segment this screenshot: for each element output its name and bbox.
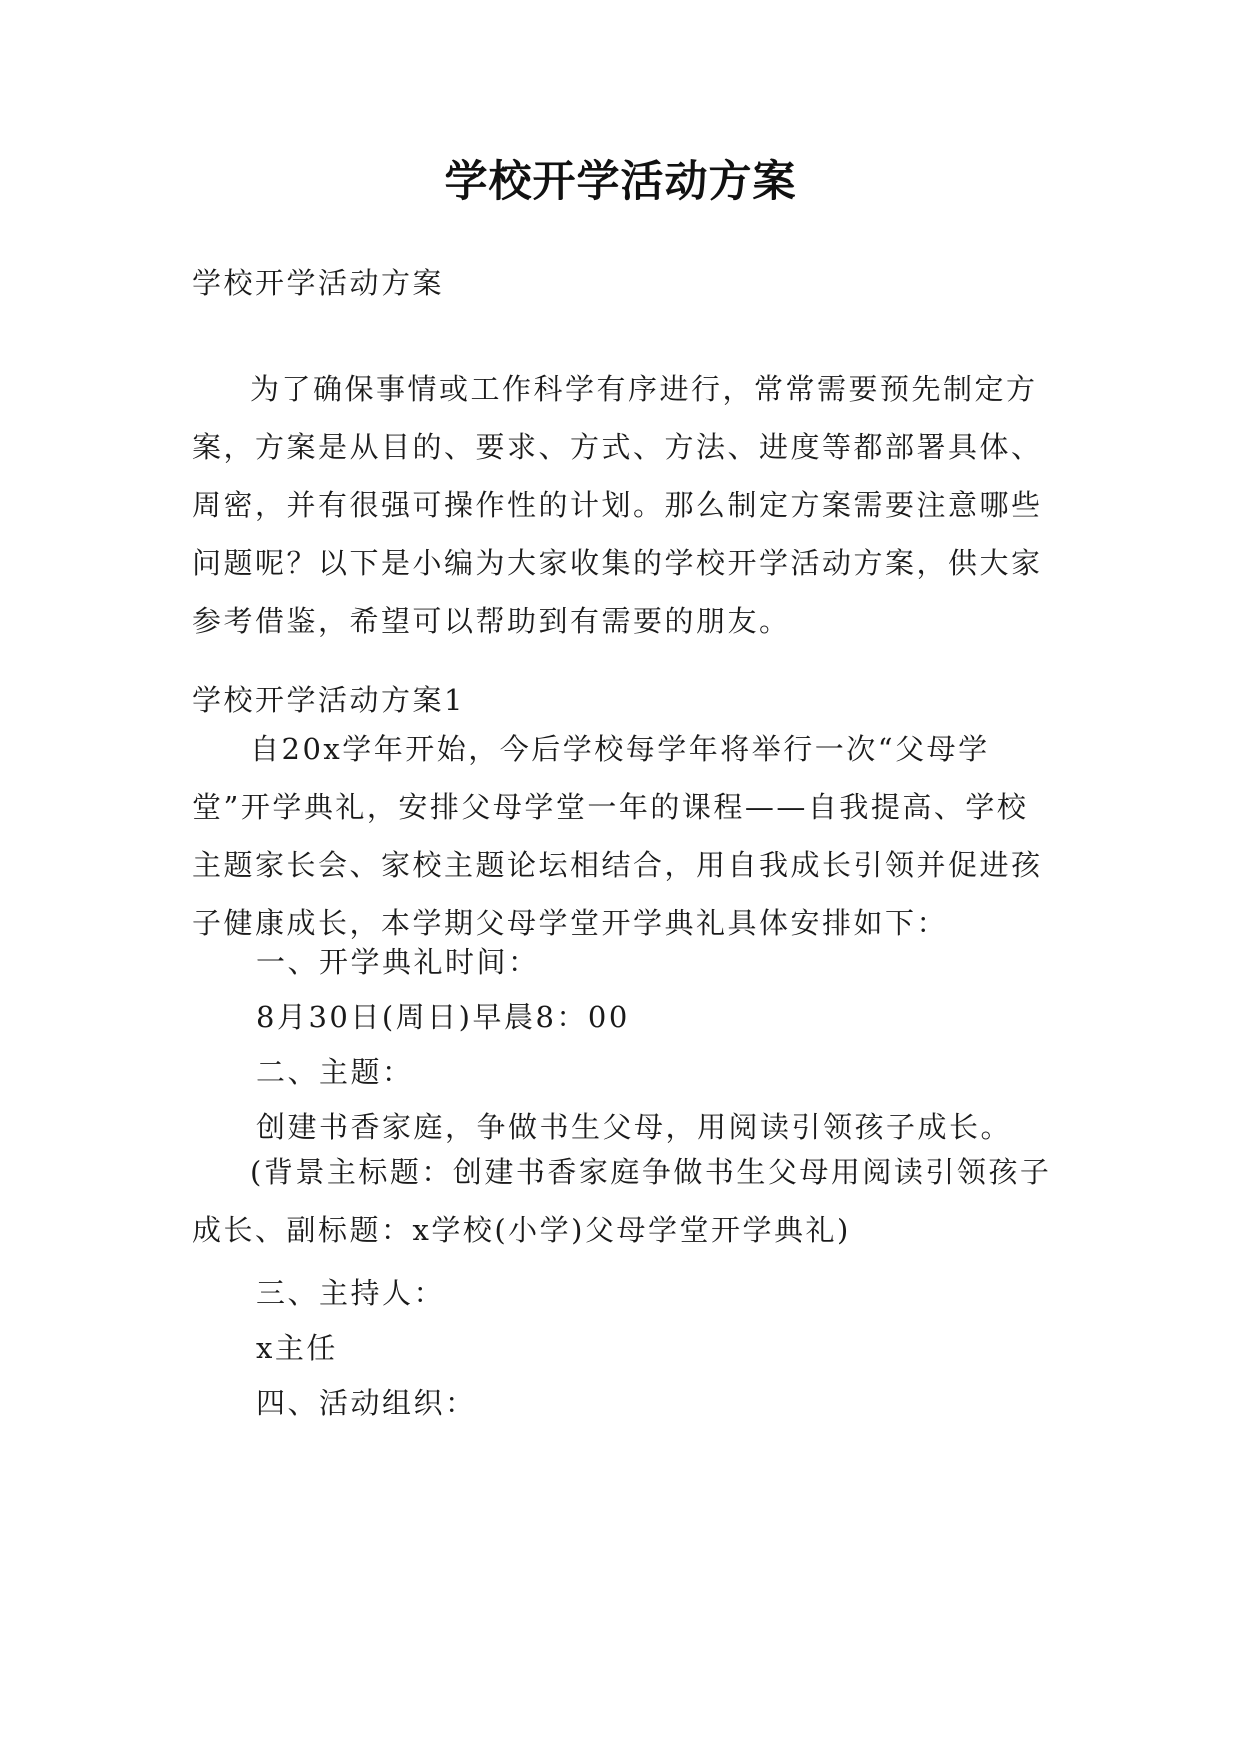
theme-text: 创建书香家庭，争做书生父母，用阅读引领孩子成长。 xyxy=(256,1110,1013,1144)
document-title: 学校开学活动方案 xyxy=(444,157,797,207)
heading-host: 三、主持人： xyxy=(256,1276,446,1310)
heading-theme: 二、主题： xyxy=(256,1055,414,1089)
section-1-paragraph: 自20x学年开始，今后学校每学年将举行一次“父母学堂”开学典礼，安排父母学堂一年的课程——自我提高、学校主题家长会、家校主题论坛相结合，用自我成长引领并促进孩子健康成长，本学期父母学堂开学典礼具体安排如下： xyxy=(192,732,1043,940)
document-subtitle: 学校开学活动方案 xyxy=(192,266,445,300)
heading-time: 一、开学典礼时间： xyxy=(256,945,540,979)
heading-organization: 四、活动组织： xyxy=(256,1386,477,1420)
host-name: x主任 xyxy=(256,1331,338,1365)
ceremony-time: 8月30日(周日)早晨8：00 xyxy=(256,1000,630,1034)
intro-paragraph: 为了确保事情或工作科学有序进行，常常需要预先制定方案，方案是从目的、要求、方式、方法、进度等都部署具体、周密，并有很强可操作性的计划。那么制定方案需要注意哪些问题呢？以下是小编为大家收集的学校开学活动方案，供大家参考借鉴，希望可以帮助到有需要的朋友。 xyxy=(192,372,1043,638)
section-1-title: 学校开学活动方案1 xyxy=(192,683,465,717)
theme-note: (背景主标题：创建书香家庭争做书生父母用阅读引领孩子成长、副标题：x学校(小学)父母学堂开学典礼) xyxy=(192,1155,1052,1247)
